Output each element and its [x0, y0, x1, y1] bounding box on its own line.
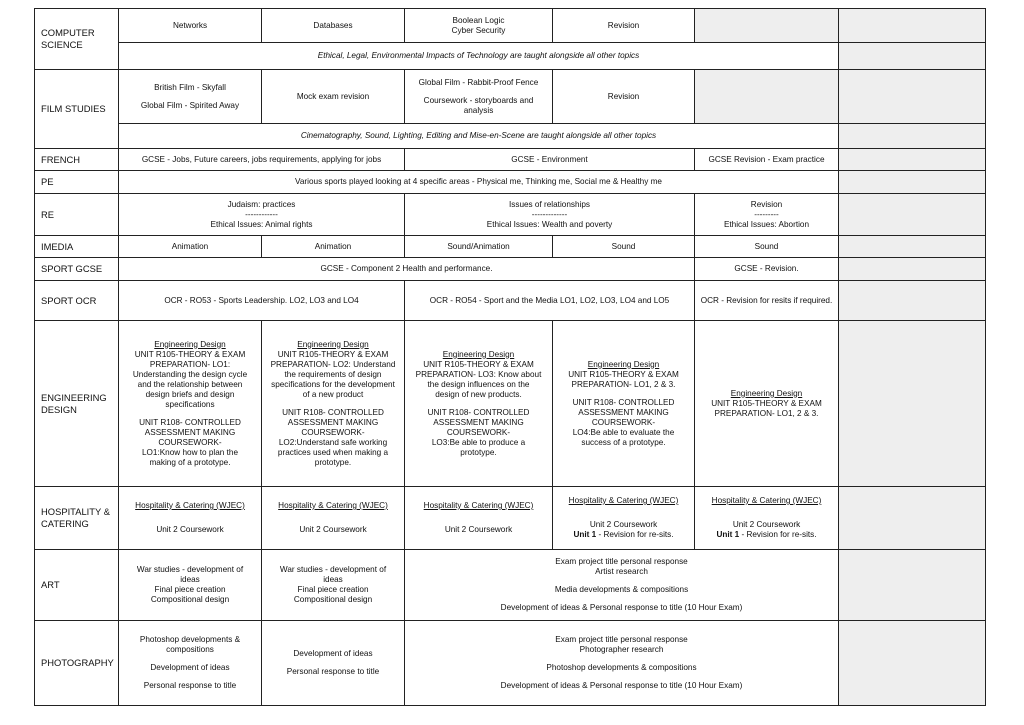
cell-art-exam	[405, 550, 839, 621]
text-line: Compositional design	[293, 595, 373, 604]
cell-empty	[839, 258, 986, 281]
text-line: PREPARATION- LO1:	[149, 359, 231, 369]
text-line: UNIT R105-THEORY & EXAM	[134, 349, 246, 359]
text-line: War studies - development of	[136, 565, 244, 574]
text-line: PREPARATION- LO2: Understand	[270, 359, 396, 369]
text-line: LO2:Understand safe working	[278, 437, 388, 447]
subject-film-studies: FILM STUDIES	[35, 70, 119, 149]
text-line: ASSESSMENT MAKING	[287, 417, 379, 427]
row-french	[35, 149, 986, 171]
text-line: prototype.	[460, 447, 497, 457]
eng-t1-coursework	[123, 418, 257, 468]
cell-empty	[839, 281, 986, 321]
eng-t3-theory	[409, 360, 548, 400]
cell-cs-revision: Revision	[553, 9, 695, 43]
text-line: design of new products.	[435, 389, 522, 399]
cell-empty	[839, 124, 986, 149]
row-imedia	[35, 236, 986, 258]
row-photography	[35, 621, 986, 706]
cell-sport-ocr-ro54: OCR - RO54 - Sport and the Media LO1, LO2, LO3, LO4 and LO5	[405, 281, 695, 321]
subject-hospitality-catering: HOSPITALITY & CATERING	[35, 487, 119, 550]
cs-boolean-logic: Boolean Logic	[452, 15, 505, 25]
text-line: specifications	[165, 399, 215, 409]
row-pe	[35, 171, 986, 194]
cell-eng-t3	[405, 321, 553, 487]
cell-hosp-t4	[553, 487, 695, 550]
eng-heading: Engineering Design	[154, 339, 226, 349]
text-line: UNIT R108- CONTROLLED	[427, 407, 530, 417]
hosp-coursework: Unit 2 Coursework	[732, 520, 801, 529]
photo-development-exam: Development of ideas & Personal response to title (10 Hour Exam)	[500, 681, 743, 690]
cell-photo-t1	[119, 621, 262, 706]
subject-imedia: IMEDIA	[35, 236, 119, 258]
cell-film-note: Cinematography, Sound, Lighting, Editing and Mise-en-Scene are taught alongside all other topics	[119, 124, 839, 149]
hosp-heading: Hospitality & Catering (WJEC)	[423, 501, 534, 510]
cell-empty	[839, 70, 986, 124]
text-line: LO1:Know how to plan the	[141, 447, 239, 457]
cell-empty	[839, 43, 986, 70]
art-development: Development of ideas & Personal response to title (10 Hour Exam)	[500, 603, 743, 612]
row-sport-gcse	[35, 258, 986, 281]
eng-t2-theory	[266, 350, 400, 400]
eng-t1-theory	[123, 350, 257, 410]
eng-t4-coursework	[557, 398, 690, 448]
text-line: COURSEWORK-	[591, 417, 656, 427]
cell-empty	[839, 9, 986, 43]
re-judaism-title: Judaism: practices	[227, 199, 296, 209]
text-line: UNIT R108- CONTROLLED	[139, 417, 241, 427]
photo-response: Personal response to title	[286, 667, 380, 676]
cell-photo-exam	[405, 621, 839, 706]
cell-empty	[839, 194, 986, 236]
text-line: ASSESSMENT MAKING	[144, 427, 236, 437]
text-line: COURSEWORK-	[301, 427, 365, 437]
photo-development: Development of ideas	[293, 649, 373, 658]
text-line: UNIT R105-THEORY & EXAM	[277, 349, 389, 359]
re-divider: ------------	[245, 209, 278, 219]
row-computer-science	[35, 9, 986, 43]
cell-sport-ocr-revision: OCR - Revision for resits if required.	[695, 281, 839, 321]
cell-re-judaism	[119, 194, 405, 236]
eng-heading: Engineering Design	[730, 388, 803, 398]
text-line: ASSESSMENT MAKING	[578, 407, 669, 417]
text-line: the requirements of design	[284, 369, 382, 379]
photo-photoshop-dev: Photoshop developments & compositions	[546, 663, 697, 672]
text-line: PREPARATION- LO3: Know about	[415, 369, 542, 379]
row-hospitality-catering	[35, 487, 986, 550]
film-rabbit-proof: Global Film - Rabbit-Proof Fence	[418, 77, 539, 87]
text-line: ASSESSMENT MAKING	[433, 417, 524, 427]
re-animal-rights: Ethical Issues: Animal rights	[210, 219, 313, 229]
row-film-note	[35, 124, 986, 149]
film-coursework: Coursework - storyboards and analysis	[423, 95, 534, 115]
cell-eng-t2	[262, 321, 405, 487]
hosp-heading: Hospitality & Catering (WJEC)	[568, 496, 679, 505]
cell-french-jobs: GCSE - Jobs, Future careers, jobs requirements, applying for jobs	[119, 149, 405, 171]
text-line: LO4:Be able to evaluate the	[572, 427, 675, 437]
art-research: Artist research	[595, 567, 648, 576]
text-line: PREPARATION- LO1, 2 & 3.	[714, 408, 819, 418]
subject-photography: PHOTOGRAPHY	[35, 621, 119, 706]
cell-empty	[839, 550, 986, 621]
curriculum-table	[34, 8, 986, 706]
subject-art: ART	[35, 550, 119, 621]
text-line: making of a prototype.	[149, 457, 231, 467]
eng-t2-coursework	[266, 408, 400, 468]
cell-sport-gcse-component: GCSE - Component 2 Health and performance.	[119, 258, 695, 281]
photo-research: Photographer research	[579, 645, 664, 654]
eng-heading: Engineering Design	[297, 339, 369, 349]
text-line: UNIT R108- CONTROLLED	[282, 407, 384, 417]
cell-imedia-t2: Animation	[262, 236, 405, 258]
row-art	[35, 550, 986, 621]
eng-t3-coursework	[409, 408, 548, 458]
hosp-heading: Hospitality & Catering (WJEC)	[278, 501, 388, 510]
hosp-coursework: Unit 2 Coursework	[444, 525, 513, 534]
cell-empty	[695, 70, 839, 124]
photo-photoshop: Photoshop developments &	[139, 635, 241, 644]
text-line: design briefs and design	[145, 389, 235, 399]
cell-pe-sports: Various sports played looking at 4 specific areas - Physical me, Thinking me, Social me & Healthy me	[119, 171, 839, 194]
hosp-resit-text: - Revision for re-sits.	[598, 530, 674, 539]
cell-cs-databases: Databases	[262, 9, 405, 43]
hosp-unit1: Unit 1	[716, 530, 740, 539]
subject-computer-science: COMPUTER SCIENCE	[35, 9, 119, 70]
text-line: PREPARATION- LO1, 2 & 3.	[571, 379, 676, 389]
hosp-resit-text: - Revision for re-sits.	[741, 530, 817, 539]
text-line: War studies - development of	[279, 565, 387, 574]
text-line: Final piece creation	[154, 585, 226, 594]
cell-empty	[839, 171, 986, 194]
cell-art-t2	[262, 550, 405, 621]
subject-re: RE	[35, 194, 119, 236]
row-film-studies	[35, 70, 986, 124]
text-line: UNIT R105-THEORY & EXAM	[711, 398, 822, 408]
cell-eng-t4	[553, 321, 695, 487]
cell-sport-ocr-ro53: OCR - RO53 - Sports Leadership. LO2, LO3 and LO4	[119, 281, 405, 321]
text-line: the design influences on the	[427, 379, 530, 389]
cell-film-revision: Revision	[553, 70, 695, 124]
cell-art-t1	[119, 550, 262, 621]
hosp-heading: Hospitality & Catering (WJEC)	[711, 496, 822, 505]
cell-photo-t2	[262, 621, 405, 706]
text-line: COURSEWORK-	[158, 437, 222, 447]
re-divider: ---------	[754, 209, 779, 219]
film-british: British Film - Skyfall	[154, 82, 226, 92]
hosp-coursework: Unit 2 Coursework	[156, 525, 224, 534]
cell-re-revision	[695, 194, 839, 236]
cell-french-environment: GCSE - Environment	[405, 149, 695, 171]
row-engineering-design	[35, 321, 986, 487]
cell-imedia-t3: Sound/Animation	[405, 236, 553, 258]
hosp-heading: Hospitality & Catering (WJEC)	[135, 501, 245, 510]
cell-sport-gcse-revision: GCSE - Revision.	[695, 258, 839, 281]
text-line: LO3:Be able to produce a	[431, 437, 526, 447]
text-line: UNIT R105-THEORY & EXAM	[568, 369, 679, 379]
eng-heading: Engineering Design	[587, 359, 660, 369]
hosp-coursework: Unit 2 Coursework	[299, 525, 367, 534]
text-line: UNIT R108- CONTROLLED	[572, 397, 675, 407]
hosp-coursework: Unit 2 Coursework	[589, 520, 658, 529]
text-line: of a new product	[302, 389, 364, 399]
text-line: specifications for the development	[271, 379, 395, 389]
art-media: Media developments & compositions	[554, 585, 689, 594]
cell-imedia-t4: Sound	[553, 236, 695, 258]
cell-empty	[839, 321, 986, 487]
photo-response: Personal response to title	[143, 681, 237, 690]
subject-engineering-design: ENGINEERING DESIGN	[35, 321, 119, 487]
re-divider: -------------	[531, 209, 568, 219]
cell-film-t1	[119, 70, 262, 124]
eng-t4-theory	[557, 370, 690, 390]
cell-imedia-t5: Sound	[695, 236, 839, 258]
cell-hosp-t2	[262, 487, 405, 550]
cell-empty	[839, 236, 986, 258]
art-exam-title: Exam project title personal response	[555, 557, 688, 566]
eng-heading: Engineering Design	[442, 349, 515, 359]
subject-sport-gcse: SPORT GCSE	[35, 258, 119, 281]
cell-eng-t5	[695, 321, 839, 487]
cell-hosp-t1	[119, 487, 262, 550]
cs-cyber-security: Cyber Security	[451, 25, 506, 35]
cell-eng-t1	[119, 321, 262, 487]
subject-pe: PE	[35, 171, 119, 194]
row-sport-ocr	[35, 281, 986, 321]
hosp-resit	[699, 530, 834, 540]
text-line: and the relationship between	[137, 379, 243, 389]
cell-cs-note: Ethical, Legal, Environmental Impacts of Technology are taught alongside all other topics	[119, 43, 839, 70]
row-computer-science-note	[35, 43, 986, 70]
cell-cs-networks: Networks	[119, 9, 262, 43]
re-revision-title: Revision	[750, 199, 783, 209]
cell-empty	[839, 621, 986, 706]
text-line: prototype.	[314, 457, 352, 467]
cell-cs-boolean	[405, 9, 553, 43]
text-line: ideas	[180, 575, 200, 584]
cell-french-revision: GCSE Revision - Exam practice	[695, 149, 839, 171]
cell-hosp-t3	[405, 487, 553, 550]
cell-empty	[695, 9, 839, 43]
text-line: practices used when making a	[277, 447, 389, 457]
re-wealth-poverty: Ethical Issues: Wealth and poverty	[486, 219, 613, 229]
cell-imedia-t1: Animation	[119, 236, 262, 258]
hosp-resit	[557, 530, 690, 540]
text-line: Compositional design	[150, 595, 230, 604]
text-line: Final piece creation	[297, 585, 369, 594]
hosp-unit1: Unit 1	[573, 530, 597, 539]
text-line: UNIT R105-THEORY & EXAM	[423, 359, 534, 369]
text-line: Understanding the design cycle	[132, 369, 248, 379]
cell-film-mock: Mock exam revision	[262, 70, 405, 124]
cell-re-relationships	[405, 194, 695, 236]
photo-exam-title: Exam project title personal response	[555, 635, 688, 644]
cell-empty	[839, 149, 986, 171]
cell-hosp-t5	[695, 487, 839, 550]
text-line: success of a prototype.	[581, 437, 666, 447]
row-re	[35, 194, 986, 236]
cell-film-t3	[405, 70, 553, 124]
re-abortion: Ethical Issues: Abortion	[723, 219, 810, 229]
film-global: Global Film - Spirited Away	[140, 100, 240, 110]
subject-sport-ocr: SPORT OCR	[35, 281, 119, 321]
cell-empty	[839, 487, 986, 550]
text-line: COURSEWORK-	[446, 427, 511, 437]
photo-development: Development of ideas	[150, 663, 230, 672]
text-line: ideas	[323, 575, 343, 584]
subject-french: FRENCH	[35, 149, 119, 171]
eng-t5-theory	[699, 399, 834, 419]
photo-compositions: compositions	[166, 645, 214, 654]
re-relationships-title: Issues of relationships	[508, 199, 590, 209]
